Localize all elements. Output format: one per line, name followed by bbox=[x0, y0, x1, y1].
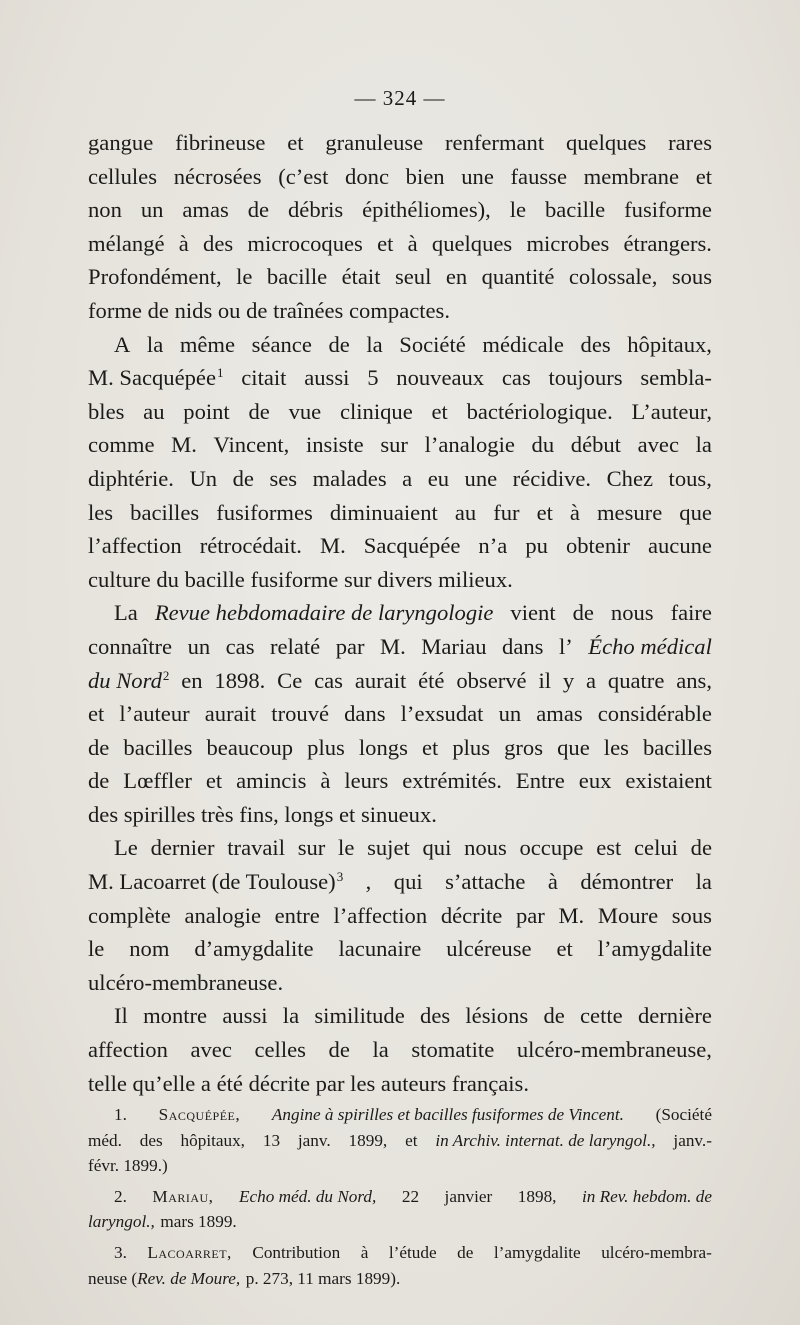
text-line: M. Lacoarret (de Toulouse)$^3$ , qui s’attache à démontrer la bbox=[88, 865, 712, 899]
text-line: l’affection rétrocédait. M. Sacquépée n’a pu obtenir aucune bbox=[88, 533, 712, 559]
journal-title: Écho médical bbox=[588, 633, 712, 659]
text-fragment: neuse (Rev. de Moure, bbox=[88, 1268, 241, 1288]
footnote-line bbox=[88, 1102, 712, 1128]
text-line: Profondément, le bacille était seul en quantité colossale, sous bbox=[88, 264, 712, 290]
text-line: La Revue hebdomadaire de laryngologie vient de nous faire bbox=[88, 596, 712, 630]
text-line: diphtérie. Un de ses malades a eu une récidive. Chez tous, bbox=[88, 465, 712, 491]
text-line: gangue fibrineuse et granuleuse renfermant quelques rares bbox=[88, 130, 712, 155]
text-line: de Lœffler et amincis à leurs extrémités. Entre eux existaient bbox=[88, 768, 712, 794]
paragraph bbox=[88, 831, 712, 999]
footnote-source: in Rev. hebdom. de bbox=[581, 1186, 712, 1206]
paragraph bbox=[88, 596, 712, 831]
footnote-source: in Archiv. internat. de laryngol., bbox=[435, 1130, 656, 1150]
footnote-line bbox=[88, 1266, 712, 1292]
paragraph bbox=[88, 999, 712, 1100]
text-fragment: (Société bbox=[655, 1105, 712, 1124]
footnote-source: laryngol., bbox=[88, 1212, 155, 1232]
text-line: A la même séance de la Société médicale des hôpitaux, bbox=[114, 331, 712, 357]
paragraph bbox=[88, 328, 712, 597]
text-line: telle qu’elle a été décrite par les auteurs français. bbox=[88, 1070, 529, 1096]
text-fragment: M. Sacquépée$^1$ bbox=[88, 365, 224, 391]
footnote-title: Echo méd. du Nord, bbox=[239, 1186, 377, 1206]
page-number: — 324 — bbox=[354, 86, 446, 110]
text-fragment: du Nord$^2$ bbox=[88, 667, 170, 693]
footnote-number: 2. bbox=[114, 1186, 127, 1206]
text-line: affection avec celles de la stomatite ulcéro-membraneuse, bbox=[88, 1037, 712, 1063]
text-line: culture du bacille fusiforme sur divers milieux. bbox=[88, 566, 513, 592]
text-line: des spirilles très fins, longs et sinueux. bbox=[88, 801, 437, 827]
footnote-source: Rev. de Moure, bbox=[137, 1268, 241, 1288]
main-text bbox=[88, 126, 712, 1100]
text-line: forme de nids ou de traînées compactes. bbox=[88, 297, 450, 323]
footnote-line: 2. Mariau, Echo méd. du Nord, 22 janvier 1898, in Rev. hebdom. de bbox=[88, 1184, 712, 1210]
footnote-title: Angine à spirilles et bacilles fusiformes de Vincent. bbox=[271, 1105, 624, 1124]
text-line: mélangé à des microcoques et à quelques microbes étrangers. bbox=[88, 230, 712, 256]
text-fragment: mars 1899. bbox=[160, 1212, 237, 1232]
text-fragment: La bbox=[114, 600, 138, 626]
text-line: et l’auteur aurait trouvé dans l’exsudat un amas considérable bbox=[88, 701, 712, 727]
footnotes bbox=[88, 1102, 712, 1296]
footnote-number: 1. bbox=[114, 1105, 127, 1124]
footnote-line: févr. 1899.) bbox=[88, 1156, 168, 1176]
text-line: cellules nécrosées (c’est donc bien une fausse membrane et bbox=[88, 163, 712, 189]
footnote-author: Lacoarret, bbox=[147, 1242, 232, 1262]
footnote-line: méd. des hôpitaux, 13 janv. 1899, et in Archiv. internat. de laryngol., janv.- bbox=[88, 1128, 712, 1154]
text-line: de bacilles beaucoup plus longs et plus gros que les bacilles bbox=[88, 734, 712, 760]
footnote-line bbox=[88, 1209, 712, 1235]
text-line: complète analogie entre l’affection décrite par M. Moure sous bbox=[88, 902, 712, 928]
text-line: bles au point de vue clinique et bactériologique. L’auteur, bbox=[88, 398, 712, 424]
text-fragment: janv.- bbox=[673, 1130, 712, 1150]
text-line: ulcéro-membraneuse. bbox=[88, 969, 284, 995]
text-line: les bacilles fusiformes diminuaient au fur et à mesure que bbox=[88, 499, 712, 525]
journal-title: Revue hebdomadaire de laryngologie bbox=[154, 600, 494, 626]
text-fragment: M. Lacoarret (de Toulouse)$^3$ bbox=[88, 869, 344, 895]
text-line: non un amas de débris épithéliomes), le bacille fusiforme bbox=[88, 197, 712, 223]
footnote-author: Mariau, bbox=[152, 1186, 214, 1206]
paragraph bbox=[88, 126, 712, 328]
text-line: comme M. Vincent, insiste sur l’analogie du début avec la bbox=[88, 432, 712, 458]
footnote-ref: 2 bbox=[162, 667, 170, 683]
text-line: le nom d’amygdalite lacunaire ulcéreuse et l’amygdalite bbox=[88, 936, 712, 962]
footnote-ref: 1 bbox=[216, 365, 224, 381]
footnote-author: Sacquépée, bbox=[158, 1105, 241, 1124]
text-line: Le dernier travail sur le sujet qui nous occupe est celui de bbox=[114, 835, 712, 861]
footnote-ref: 3 bbox=[336, 869, 344, 885]
text-line: connaître un cas relaté par M. Mariau dans l’ Écho médical bbox=[88, 630, 712, 664]
footnote-number: 3. bbox=[114, 1242, 127, 1262]
text-line: M. Sacquépée$^1$ citait aussi 5 nouveaux cas toujours sembla- bbox=[88, 361, 712, 395]
text-line: du Nord$^2$ en 1898. Ce cas aurait été observé il y a quatre ans, bbox=[88, 664, 712, 698]
footnote-line: 3. Lacoarret, Contribution à l’étude de l’amygdalite ulcéro-membra- bbox=[88, 1240, 712, 1266]
text-fragment: p. 273, 11 mars 1899). bbox=[245, 1268, 401, 1288]
text-line: Il montre aussi la similitude des lésions de cette dernière bbox=[114, 1003, 712, 1029]
